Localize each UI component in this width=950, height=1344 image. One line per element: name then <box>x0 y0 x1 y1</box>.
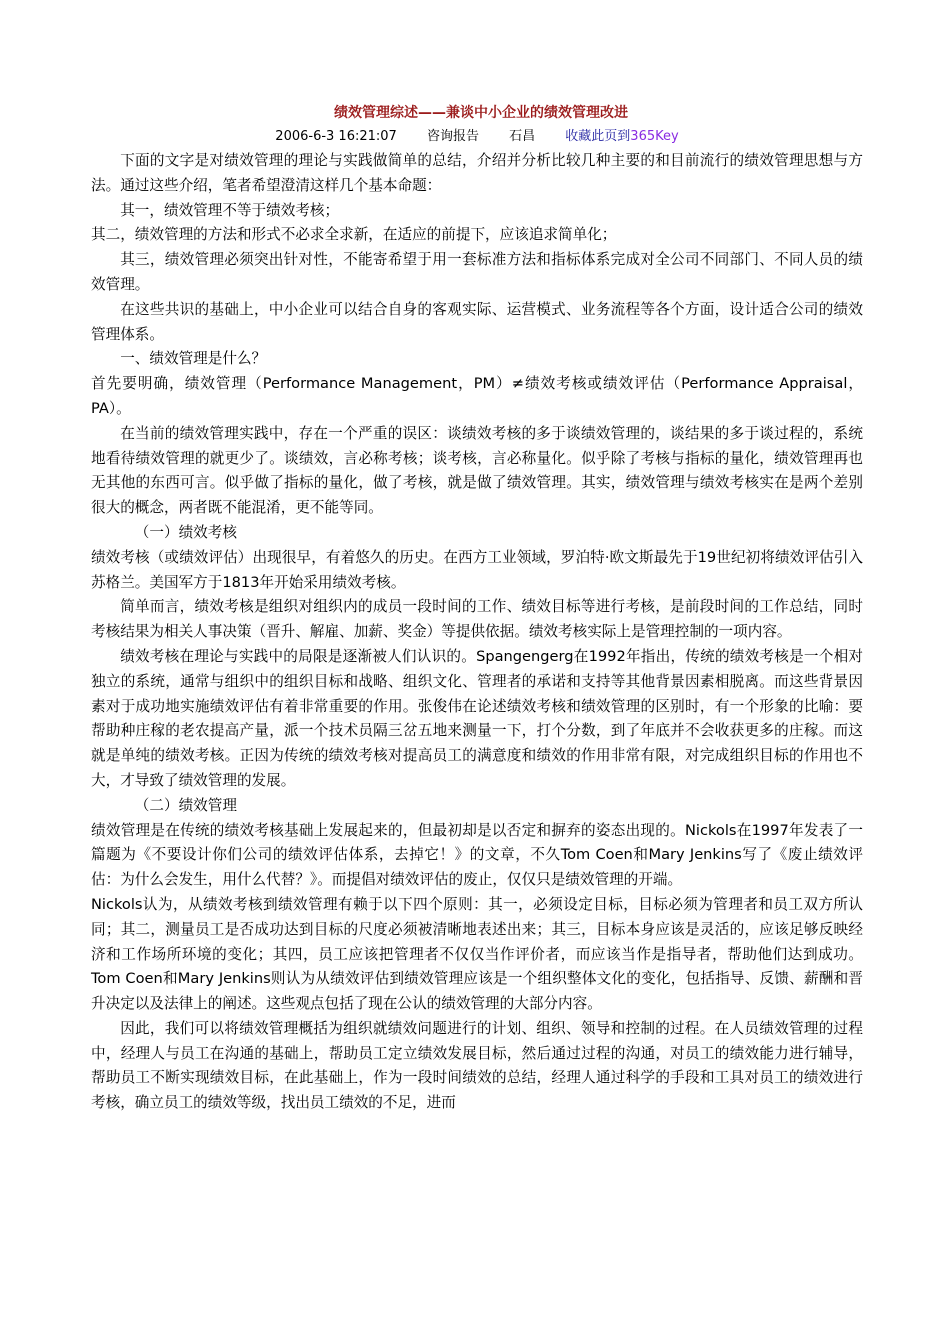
paragraph: 在当前的绩效管理实践中，存在一个严重的误区：谈绩效考核的多于谈绩效管理的，谈结果的多于谈过程的，系统地看待绩效管理的就更少了。谈绩效，言必称考核；谈考核，言必称量化。似乎除了考核与指标的量化，绩效管理再也无其他的东西可言。似乎做了指标的量化，做了考核，就是做了绩效管理。其实，绩效管理与绩效考核实在是两个差别很大的概念，两者既不能混淆，更不能等同。 <box>91 424 863 517</box>
paragraph: 绩效管理是在传统的绩效考核基础上发展起来的，但最初却是以否定和摒弃的姿态出现的。Nickols在1997年发表了一篇题为《不要设计你们公司的绩效评估体系，去掉它！》的文章，不久Tom Coen和Mary Jenkins写了《废止绩效评估：为什么会发生，用什么代替？》。而提倡对绩效评估的废止，仅仅只是绩效管理的开端。 <box>91 821 863 889</box>
bookmark-link[interactable] <box>565 129 678 144</box>
paragraph: 其一，绩效管理不等于绩效考核； <box>120 201 340 219</box>
paragraph: 其二，绩效管理的方法和形式不必求全求新，在适应的前提下，应该追求简单化； <box>91 226 617 244</box>
article-meta <box>91 125 863 149</box>
paragraph: Nickols认为，从绩效考核到绩效管理有赖于以下四个原则：其一，必须设定目标，目标必须为管理者和员工双方所认同；其二，测量员工是否成功达到目标的尺度必须被清晰地表述出来；其三，目标本身应该是灵活的，应该足够反映经济和工作场所环境的变化；其四，员工应该把管理者不仅仅当作评价者，而应该当作是指导者，帮助他们达到成功。Tom Coen和Mary Jenkins则认为从绩效评估到绩效管理应该是一个组织整体文化的变化，包括指导、反馈、薪酬和晋升决定以及法律上的阐述。这些观点包括了现在公认的绩效管理的大部分内容。 <box>91 895 863 1013</box>
paragraph: 其三，绩效管理必须突出针对性，不能寄希望于用一套标准方法和指标体系完成对全公司不同部门、不同人员的绩效管理。 <box>91 251 863 293</box>
paragraph: 绩效考核在理论与实践中的局限是逐渐被人们认识的。Spangengerg在1992年指出，传统的绩效考核是一个相对独立的系统，通常与组织中的组织目标和战略、组织文化、管理者的承诺和支持等其他背景因素相脱离。而这些背景因素对于成功地实施绩效评估有着非常重要的作用。张俊伟在论述绩效考核和绩效管理的区别时，有一个形象的比喻：要帮助种庄稼的老农提高产量，派一个技术员隔三岔五地来测量一下，打个分数，到了年底并不会收获更多的庄稼。而这就是单纯的绩效考核。正因为传统的绩效考核对提高员工的满意度和绩效的作用非常有限，对完成组织目标的作用也不大，才导致了绩效管理的发展。 <box>91 647 863 789</box>
article-category: 咨询报告 <box>426 129 479 144</box>
article-body <box>91 101 863 1116</box>
paragraph: 首先要明确，绩效管理（Performance Management，PM）≠绩效考核或绩效评估（Performance Appraisal，PA）。 <box>91 375 863 417</box>
bookmark-prefix: 收藏此页到 <box>565 129 631 144</box>
article-date: 2006-6-3 16:21:07 <box>275 129 397 144</box>
subsection-heading: （二）绩效管理 <box>134 796 237 814</box>
article-author: 石昌 <box>509 129 536 144</box>
paragraph: 因此，我们可以将绩效管理概括为组织就绩效问题进行的计划、组织、领导和控制的过程。在人员绩效管理的过程中，经理人与员工在沟通的基础上，帮助员工定立绩效发展目标，然后通过过程的沟通，对员工的绩效能力进行辅导，帮助员工不断实现绩效目标，在此基础上，作为一段时间绩效的总结，经理人通过科学的手段和工具对员工的绩效进行考核，确立员工的绩效等级，找出员工绩效的不足，进而 <box>91 1019 863 1112</box>
paragraph: 在这些共识的基础上，中小企业可以结合自身的客观实际、运营模式、业务流程等各个方面，设计适合公司的绩效管理体系。 <box>91 300 863 343</box>
subsection-heading: （一）绩效考核 <box>134 523 237 541</box>
bookmark-brand: 365Key <box>630 129 679 144</box>
paragraph: 下面的文字是对绩效管理的理论与实践做简单的总结，介绍并分析比较几种主要的和目前流行的绩效管理思想与方法。通过这些介绍，笔者希望澄清这样几个基本命题： <box>91 152 863 194</box>
paragraph: 简单而言，绩效考核是组织对组织内的成员一段时间的工作、绩效目标等进行考核，是前段时间的工作总结，同时考核结果为相关人事决策（晋升、解雇、加薪、奖金）等提供依据。绩效考核实际上是管理控制的一项内容。 <box>91 598 863 641</box>
paragraph: 绩效考核（或绩效评估）出现很早，有着悠久的历史。在西方工业领域，罗泊特·欧文斯最先于19世纪初将绩效评估引入苏格兰。美国军方于1813年开始采用绩效考核。 <box>91 548 863 591</box>
article-title: 绩效管理综述——兼谈中小企业的绩效管理改进 <box>334 105 628 121</box>
section-heading: 一、绩效管理是什么？ <box>120 350 267 368</box>
